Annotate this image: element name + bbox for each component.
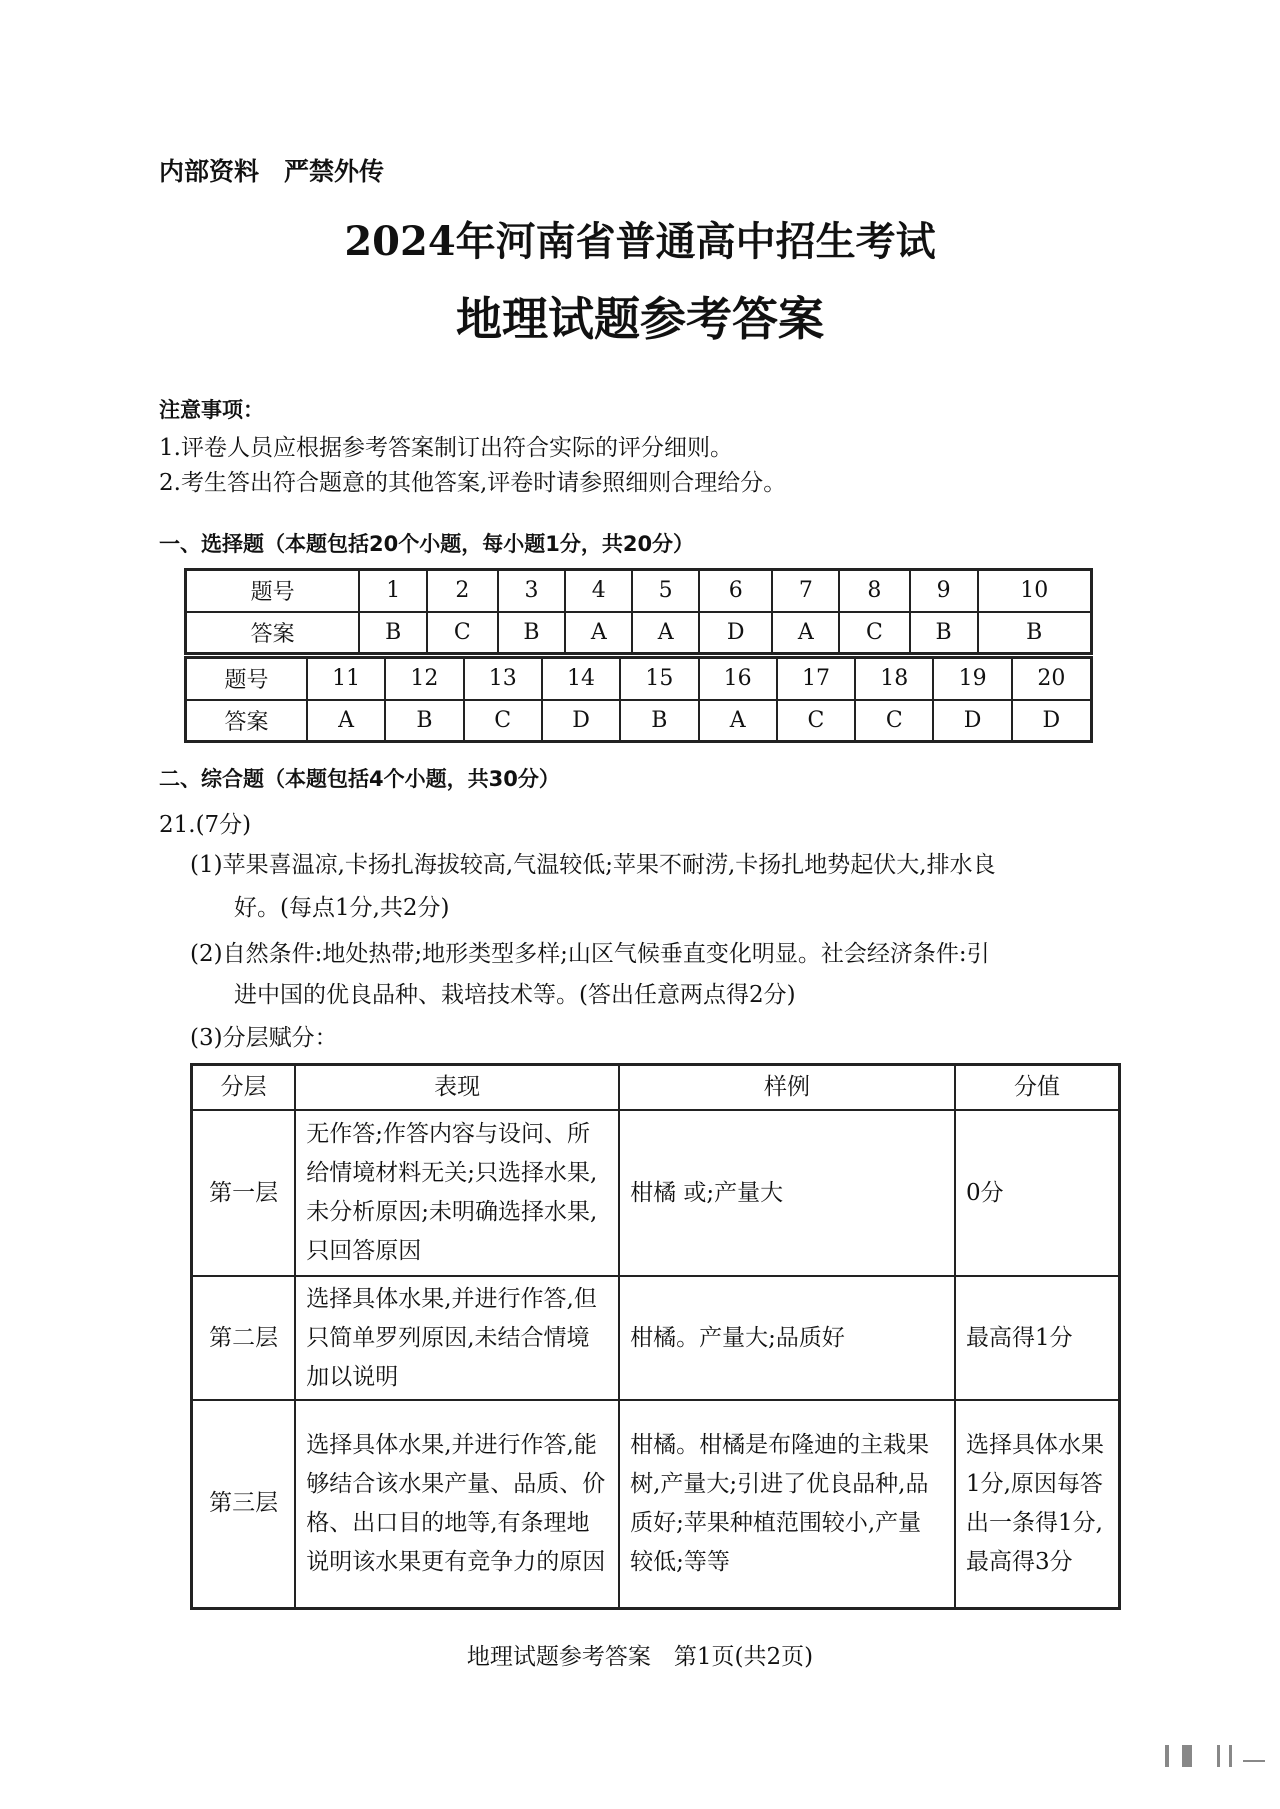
cell: 8 [839, 570, 909, 612]
row-label: 题号 [186, 570, 360, 612]
cell: B [359, 612, 427, 654]
cell: 5 [632, 570, 699, 612]
scoring-table [190, 1063, 1121, 1610]
cell: 16 [699, 658, 777, 700]
cell: A [307, 700, 385, 742]
score-cell: 最高得1分 [955, 1276, 1120, 1400]
note-item: 1.评卷人员应根据参考答案制订出符合实际的评分细则。 [159, 435, 733, 461]
cell: 6 [699, 570, 772, 612]
cell: C [427, 612, 497, 654]
table-row [186, 658, 1092, 700]
level-cell: 第三层 [192, 1400, 296, 1608]
q21-p3: (3)分层赋分： [190, 1025, 338, 1051]
notes-heading: 注意事项： [159, 398, 264, 422]
cell: B [978, 612, 1092, 654]
table-row [192, 1110, 1120, 1276]
q21-p1: (1)苹果喜温凉,卡扬扎海拔较高,气温较低;苹果不耐涝,卡扬扎地势起伏大,排水良 [190, 852, 996, 878]
cell: 9 [910, 570, 978, 612]
performance-cell: 选择具体水果,并进行作答,能够结合该水果产量、品质、价格、出口目的地等,有条理地说明该水果更有竞争力的原因 [295, 1400, 619, 1608]
performance-cell: 选择具体水果,并进行作答,但只简单罗列原因,未结合情境加以说明 [295, 1276, 619, 1400]
cell: 11 [307, 658, 385, 700]
doc-title: 地理试题参考答案 [456, 292, 824, 346]
header-cell: 样例 [619, 1065, 955, 1111]
cell: 10 [978, 570, 1092, 612]
cell: 20 [1012, 658, 1092, 700]
exam-title: 2024年河南省普通高中招生考试 [344, 218, 936, 265]
cell: 18 [855, 658, 933, 700]
performance-cell: 无作答;作答内容与设问、所给情境材料无关;只选择水果,未分析原因;未明确选择水果,只回答原因 [295, 1110, 619, 1276]
q21-p1-cont: 好。(每点1分,共2分) [234, 895, 450, 921]
example-cell: 柑橘。产量大;品质好 [619, 1276, 955, 1400]
answer-table-1 [184, 568, 1093, 655]
table-header-row [192, 1065, 1120, 1111]
table-row [186, 612, 1092, 654]
cell: 12 [385, 658, 463, 700]
answer-table-2 [184, 656, 1093, 743]
cell: B [498, 612, 566, 654]
cell: D [933, 700, 1011, 742]
cell: 2 [427, 570, 497, 612]
level-cell: 第一层 [192, 1110, 296, 1276]
cell: 14 [542, 658, 620, 700]
cell: 15 [620, 658, 698, 700]
header-cell: 分值 [955, 1065, 1120, 1111]
section1-heading: 一、选择题（本题包括20个小题，每小题1分，共20分） [159, 532, 695, 556]
header-cell: 表现 [295, 1065, 619, 1111]
cell: D [1012, 700, 1092, 742]
row-label: 答案 [186, 612, 360, 654]
q21-p2: (2)自然条件:地处热带;地形类型多样;山区气候垂直变化明显。社会经济条件:引 [190, 941, 990, 967]
cell: 7 [772, 570, 839, 612]
header-cell: 分层 [192, 1065, 296, 1111]
table-row [192, 1400, 1120, 1608]
cell: D [699, 612, 772, 654]
cell: 13 [464, 658, 542, 700]
cell: B [385, 700, 463, 742]
cell: C [855, 700, 933, 742]
cell: C [777, 700, 855, 742]
q21-p2-cont: 进中国的优良品种、栽培技术等。(答出任意两点得2分) [234, 982, 796, 1008]
score-cell: 0分 [955, 1110, 1120, 1276]
page-footer: 地理试题参考答案 第1页(共2页) [466, 1644, 814, 1670]
cell: 1 [359, 570, 427, 612]
cell: C [464, 700, 542, 742]
q21-title: 21.(7分) [159, 812, 252, 838]
example-cell: 柑橘 或;产量大 [619, 1110, 955, 1276]
cell: 4 [565, 570, 632, 612]
confidential-label: 内部资料 严禁外传 [159, 157, 385, 186]
section2-heading: 二、综合题（本题包括4个小题，共30分） [159, 767, 560, 791]
watermark-icon [1165, 1740, 1270, 1770]
row-label: 答案 [186, 700, 307, 742]
row-label: 题号 [186, 658, 307, 700]
table-row [192, 1276, 1120, 1400]
cell: B [910, 612, 978, 654]
cell: A [632, 612, 699, 654]
cell: 3 [498, 570, 566, 612]
level-cell: 第二层 [192, 1276, 296, 1400]
cell: A [772, 612, 839, 654]
cell: B [620, 700, 698, 742]
cell: 19 [933, 658, 1011, 700]
cell: A [565, 612, 632, 654]
cell: D [542, 700, 620, 742]
note-item: 2.考生答出符合题意的其他答案,评卷时请参照细则合理给分。 [159, 470, 787, 496]
cell: A [699, 700, 777, 742]
table-row [186, 570, 1092, 612]
example-cell: 柑橘。柑橘是布隆迪的主栽果树,产量大;引进了优良品种,品质好;苹果种植范围较小,产量较低;等等 [619, 1400, 955, 1608]
score-cell: 选择具体水果1分,原因每答出一条得1分,最高得3分 [955, 1400, 1120, 1608]
cell: C [839, 612, 909, 654]
cell: 17 [777, 658, 855, 700]
table-row [186, 700, 1092, 742]
